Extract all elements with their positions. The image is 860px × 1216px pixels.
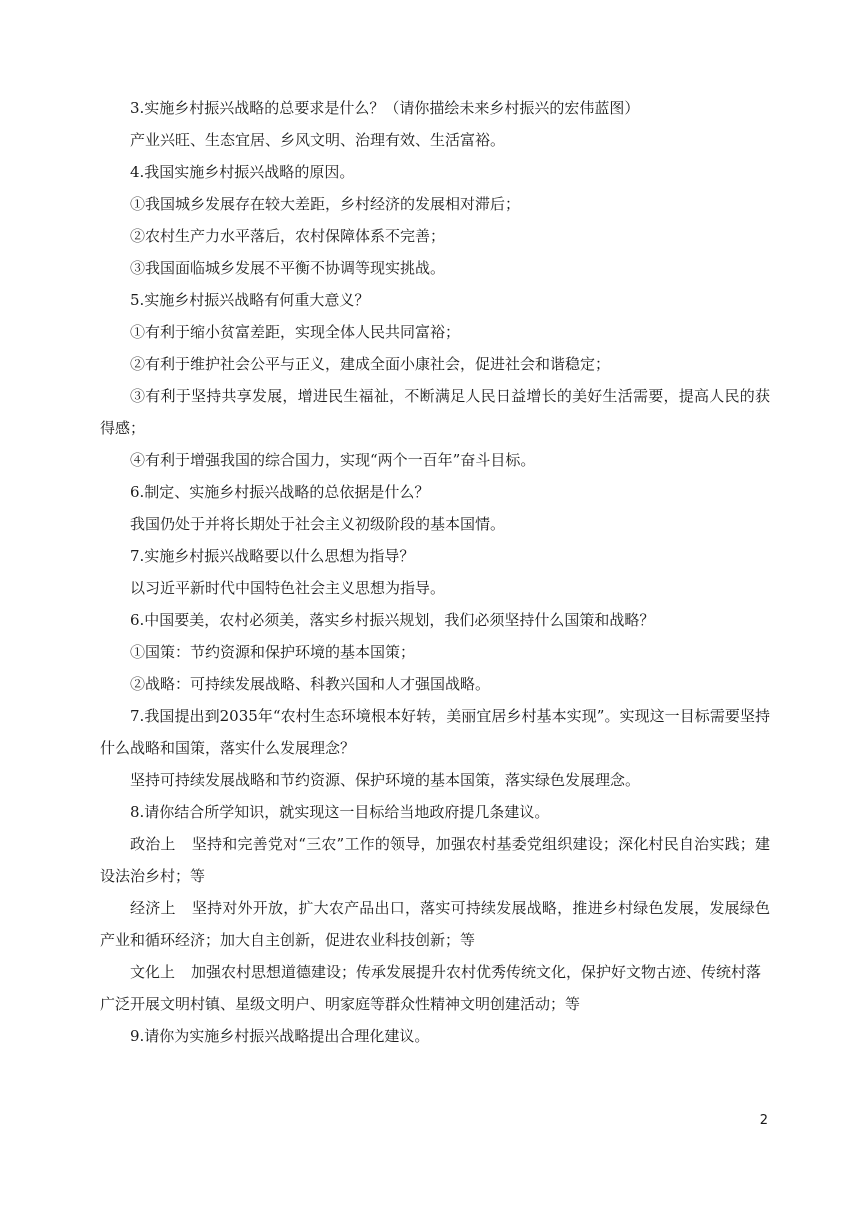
economy-text: 坚持对外开放，扩大农产品出口，落实可持续发展战略，推进乡村绿色发展，发展绿色产业和循环经济；加大自主创新，促进农业科技创新；等 — [100, 899, 770, 949]
page-number: 2 — [759, 1113, 768, 1128]
question-9: 9.请你为实施乡村振兴战略提出合理化建议。 — [130, 1027, 430, 1045]
culture-label: 文化上 — [130, 963, 176, 981]
answer-5-item-1: ①有利于缩小贫富差距，实现全体人民共同富裕； — [130, 323, 461, 341]
question-4: 4.我国实施乡村振兴战略的原因。 — [130, 163, 355, 181]
question-7b: 7.我国提出到2035年“农村生态环境根本好转，美丽宜居乡村基本实现”。实现这一目标需要坚持什么战略和国策，落实什么发展理念？ — [100, 707, 770, 757]
document-body — [100, 92, 770, 1052]
question-8: 8.请你结合所学知识，就实现这一目标给当地政府提几条建议。 — [130, 803, 550, 821]
politics-text: 坚持和完善党对“三农”工作的领导，加强农村基委党组织建设；深化村民自治实践；建设法治乡村；等 — [100, 835, 770, 885]
answer-3: 产业兴旺、生态宜居、乡风文明、治理有效、生活富裕。 — [130, 131, 506, 149]
answer-5-item-2: ②有利于维护社会公平与正义，建成全面小康社会，促进社会和谐稳定； — [130, 355, 611, 373]
answer-7b: 坚持可持续发展战略和节约资源、保护环境的基本国策，落实绿色发展理念。 — [130, 771, 641, 789]
question-3: 3.实施乡村振兴战略的总要求是什么？（请你描绘未来乡村振兴的宏伟蓝图） — [130, 99, 640, 117]
economy-label: 经济上 — [130, 899, 176, 917]
politics-label: 政治上 — [130, 835, 176, 853]
question-5: 5.实施乡村振兴战略有何重大意义？ — [130, 291, 370, 309]
answer-6b-item-1: ①国策：节约资源和保护环境的基本国策； — [130, 643, 416, 661]
answer-6: 我国仍处于并将长期处于社会主义初级阶段的基本国情。 — [130, 515, 506, 533]
answer-8-politics — [100, 828, 770, 892]
answer-6b-item-2: ②战略：可持续发展战略、科教兴国和人才强国战略。 — [130, 675, 491, 693]
answer-4-item-3: ③我国面临城乡发展不平衡不协调等现实挑战。 — [130, 259, 446, 277]
answer-5-item-4: ④有利于增强我国的综合国力，实现“两个一百年”奋斗目标。 — [130, 451, 536, 469]
question-6: 6.制定、实施乡村振兴战略的总依据是什么？ — [130, 483, 430, 501]
answer-4-item-2: ②农村生产力水平落后，农村保障体系不完善； — [130, 227, 446, 245]
answer-8-culture-line-2: 广泛开展文明村镇、星级文明户、明家庭等群众性精神文明创建活动；等 — [100, 995, 581, 1013]
answer-5-item-3: ③有利于坚持共享发展，增进民生福祉，不断满足人民日益增长的美好生活需要，提高人民的获得感； — [100, 387, 770, 437]
answer-7: 以习近平新时代中国特色社会主义思想为指导。 — [130, 579, 446, 597]
question-6b: 6.中国要美，农村必须美，落实乡村振兴规划，我们必须坚持什么国策和战略？ — [130, 611, 655, 629]
question-7: 7.实施乡村振兴战略要以什么思想为指导？ — [130, 547, 415, 565]
answer-8-culture-line-1 — [100, 956, 770, 988]
culture-text-1: 加强农村思想道德建设；传承发展提升农村优秀传统文化，保护好文物古迹、传统村落 — [191, 963, 762, 981]
answer-4-item-1: ①我国城乡发展存在较大差距，乡村经济的发展相对滞后； — [130, 195, 521, 213]
answer-8-economy — [100, 892, 770, 956]
